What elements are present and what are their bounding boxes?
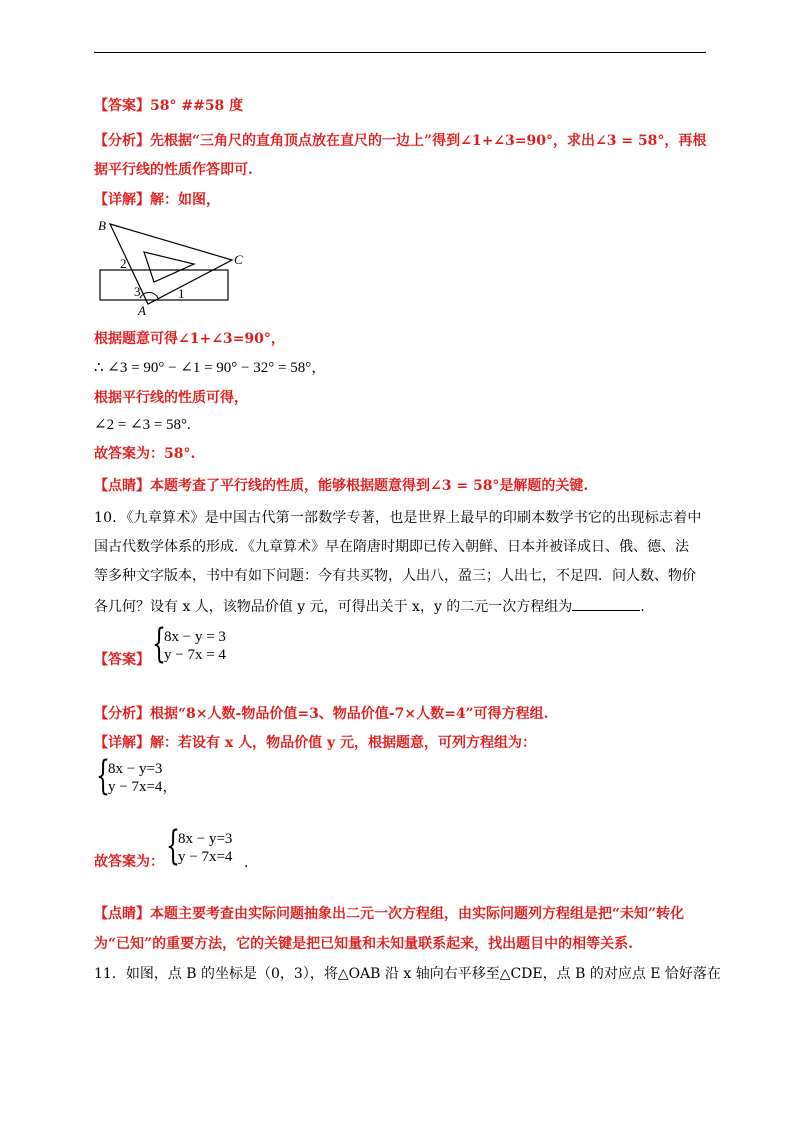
detail-10-tag: 【详解】 (94, 735, 150, 751)
comment-tag: 【点睛】 (94, 478, 150, 494)
answer-10-eq2: y − 7x = 4 (164, 647, 226, 663)
final-10-end: . (244, 855, 249, 871)
question-10-text: 各几何？设有 x 人，该物品价值 y 元，可得出关于 x，y 的二元一次方程组为 (94, 599, 573, 615)
question-10-line1: 10．《九章算术》是中国古代第一部数学专著，也是世界上最早的印刷本数学书它的出现标志着中 (94, 510, 702, 526)
detail-10-eq1: 8x − y=3 (108, 761, 163, 777)
label-3: 3 (134, 284, 141, 299)
question-11: 11．如图，点 B 的坐标是（0，3），将△OAB 沿 x 轴向右平移至△CDE，点 B 的对应点 E 恰好落在 (94, 966, 721, 982)
step-3: 根据平行线的性质可得， (94, 390, 248, 406)
analysis-10 (94, 704, 549, 724)
outer-triangle (110, 224, 232, 304)
detail-10 (94, 733, 536, 753)
detail-10-text: 解：若设有 x 人，物品价值 y 元，根据题意，可列方程组为： (150, 735, 536, 751)
question-10-line2: 国古代数学体系的形成．《九章算术》早在隋唐时期即已传入朝鲜、日本并被译成日、俄、德、法 (94, 539, 689, 555)
final-10-label: 故答案为： (94, 854, 164, 870)
detail-9 (94, 190, 220, 210)
brace-icon: { (152, 621, 166, 667)
label-C: C (234, 252, 243, 267)
question-10-end: . (640, 599, 645, 615)
step-1: 根据题意可得∠1+∠3=90°， (94, 331, 285, 347)
analysis-tag: 【分析】 (94, 133, 150, 149)
final-10-eq2: y − 7x=4 (178, 849, 233, 865)
comment-10-line1 (94, 904, 684, 924)
answer-text: 58° ##58 度 (150, 98, 244, 114)
comment-10-tag: 【点睛】 (94, 906, 150, 922)
inner-triangle (144, 252, 194, 282)
comment-text: 本题考查了平行线的性质，能够根据题意得到∠3 = 58°是解题的关键. (150, 478, 589, 494)
detail-tag: 【详解】 (94, 192, 150, 208)
label-B: B (98, 218, 106, 233)
answer-tag: 【答案】 (94, 98, 150, 114)
analysis-10-tag: 【分析】 (94, 706, 150, 722)
analysis-10-text: 根据“8×人数-物品价值=3、物品价值-7×人数=4”可得方程组. (150, 706, 549, 722)
step-2: ∴ ∠3 = 90° − ∠1 = 90° − 32° = 58°， (94, 360, 327, 376)
label-2: 2 (120, 256, 127, 271)
header-rule (94, 52, 706, 53)
detail-10-eq2: y − 7x=4， (108, 779, 178, 795)
question-10-line4 (94, 596, 645, 617)
answer-blank (572, 596, 640, 611)
answer-9 (94, 96, 243, 116)
step-5: 故答案为：58°. (94, 446, 196, 462)
brace-icon: { (166, 823, 180, 869)
analysis-9-line1 (94, 131, 706, 151)
analysis-9-line2: 据平行线的性质作答即可. (94, 162, 253, 178)
answer-10-tag: 【答案】 (94, 652, 150, 668)
analysis-text: 先根据“三角尺的直角顶点放在直尺的一边上”得到∠1+∠3=90°，求出∠3 = 58°，再根 (150, 133, 707, 149)
detail-text: 解：如图， (150, 192, 220, 208)
comment-9 (94, 476, 588, 496)
comment-10-line2: 为“已知”的重要方法，它的关键是把已知量和未知量联系起来，找出题目中的相等关系. (94, 936, 633, 952)
label-1: 1 (178, 286, 185, 301)
step-4: ∠2 = ∠3 = 58°. (94, 417, 191, 433)
label-A: A (138, 303, 146, 318)
question-10-line3: 等多种文字版本，书中有如下问题：今有共买物，人出八，盈三；人出七，不足四．问人数、物价 (94, 568, 696, 584)
brace-icon: { (96, 753, 110, 799)
triangle-ruler-figure (94, 212, 254, 318)
final-10-eq1: 8x − y=3 (178, 831, 233, 847)
answer-10-eq1: 8x − y = 3 (164, 629, 226, 645)
comment-10-text: 本题主要考查由实际问题抽象出二元一次方程组，由实际问题列方程组是把“未知”转化 (150, 906, 685, 922)
